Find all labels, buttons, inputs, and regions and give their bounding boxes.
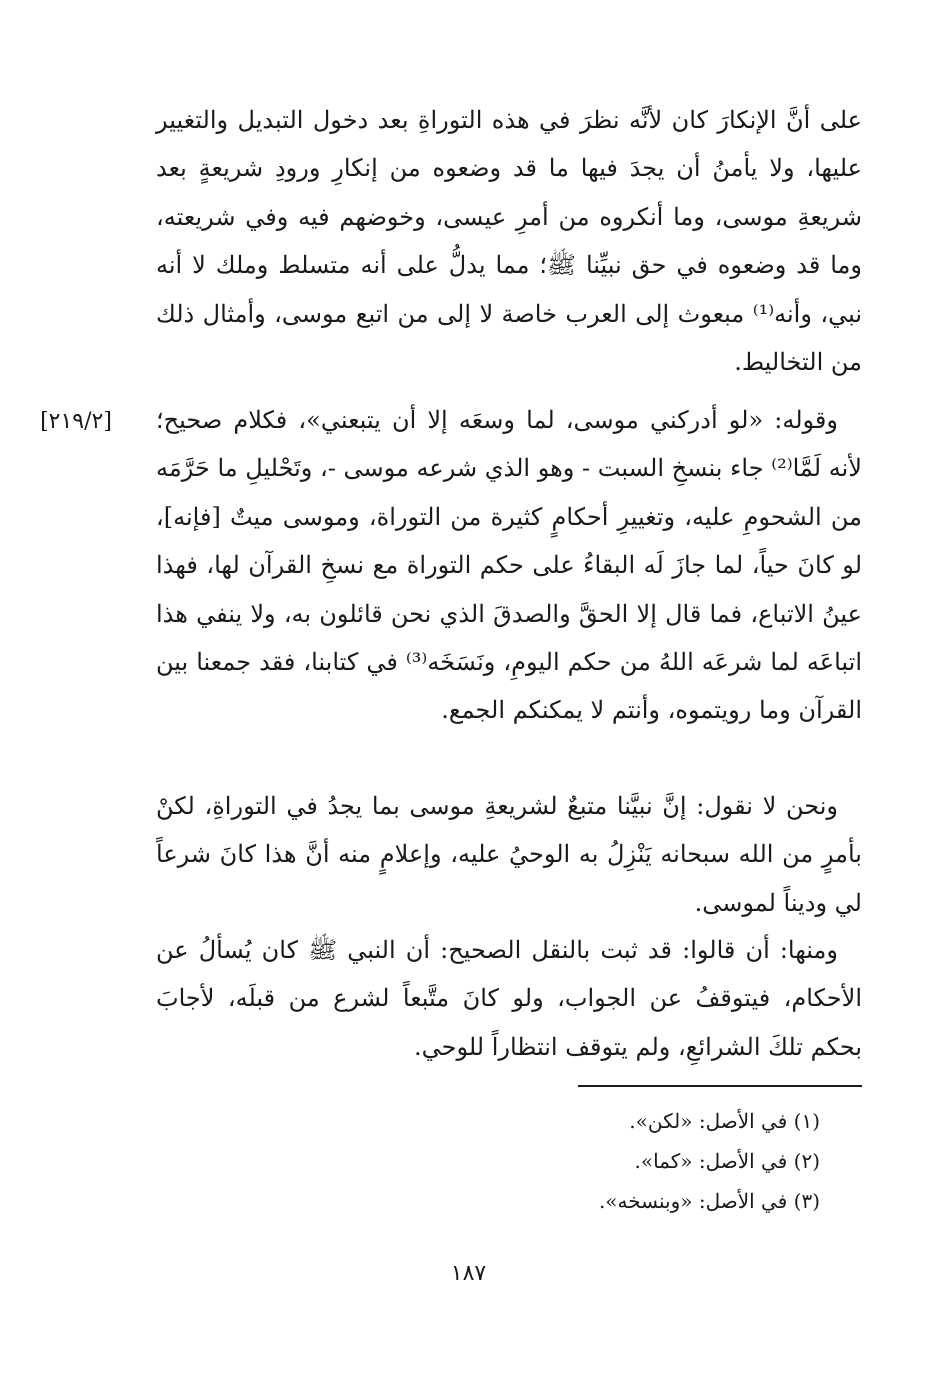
footnote-1: (١) في الأصل: «لكن». [629, 1109, 820, 1133]
paragraph-1 [156, 96, 862, 386]
footnote-2: (٢) في الأصل: «كما». [634, 1149, 820, 1173]
paragraph-1-text: على أنَّ الإنكارَ كان لأنَّه نظرَ في هذه التوراةِ بعد دخول التبديل والتغيير عليها، ولا يأمنُ أن يجدَ فيها ما قد وضعوه من إنكارِ ورودِ شريعةٍ بعد شريعةِ موسى، وما أنكروه من أمرِ عيسى، وخوضهم فيه وفي شريعته، وما قد وضعوه في حق نبيِّنا ﷺ؛ مما يدلُّ على أنه متسلط وملك لا أنه نبي، وأنه⁽¹⁾ مبعوث إلى العرب خاصة لا إلى من اتبع موسى، وأمثال ذلك من التخاليط. [156, 106, 863, 377]
paragraph-3-text: ونحن لا نقول: إنَّ نبيَّنا متبعٌ لشريعةِ موسى بما يجدُ في التوراةِ، لكنْ بأمرٍ من الله سبحانه يَنْزِلُ به الوحيُ عليه، وإعلامٍ منه أنَّ هذا كانَ شرعاً لي وديناً لموسى. [156, 792, 862, 917]
footnote-3: (٣) في الأصل: «وبنسخه». [598, 1189, 820, 1213]
margin-page-reference: [٢١٩/٢] [40, 409, 112, 434]
footnote-divider [578, 1085, 862, 1087]
paragraph-2 [156, 396, 862, 735]
paragraph-4-text: ومنها: أن قالوا: قد ثبت بالنقل الصحيح: أن النبي ﷺ كان يُسألُ عن الأحكام، فيتوقفُ عن الجواب، ولو كانَ متَّبعاً لشرع من قبلَه، لأجابَ بحكم تلكَ الشرائعِ، ولم يتوقف انتظاراً للوحي. [156, 936, 862, 1061]
paragraph-4 [156, 926, 862, 1071]
page-number: ١٨٧ [450, 1261, 487, 1286]
paragraph-2-text: وقوله: «لو أدركني موسى، لما وسعَه إلا أن يتبعني»، فكلام صحيح؛ لأنه لَمَّا⁽²⁾ جاء بنسخِ السبت - وهو الذي شرعه موسى -، وتَحْليلِ ما حَرَّمَه من الشحومِ عليه، وتغييرِ أحكامٍ كثيرة من التوراة، وموسى ميتٌ [فإنه]، لو كانَ حياً، لما جازَ لَه البقاءُ على حكم التوراة مع نسخِ القرآن لها، فهذا عينُ الاتباع، فما قال إلا الحقَّ والصدقَ الذي نحن قائلون به، ولا ينفي هذا اتباعَه لما شرعَه اللهُ من حكم اليومِ، ونَسَخَه⁽³⁾ في كتابنا، فقد جمعنا بين القرآن وما رويتموه، وأنتم لا يمكنكم الجمع. [156, 406, 862, 725]
paragraph-3 [156, 782, 862, 927]
footnotes [220, 1101, 820, 1221]
